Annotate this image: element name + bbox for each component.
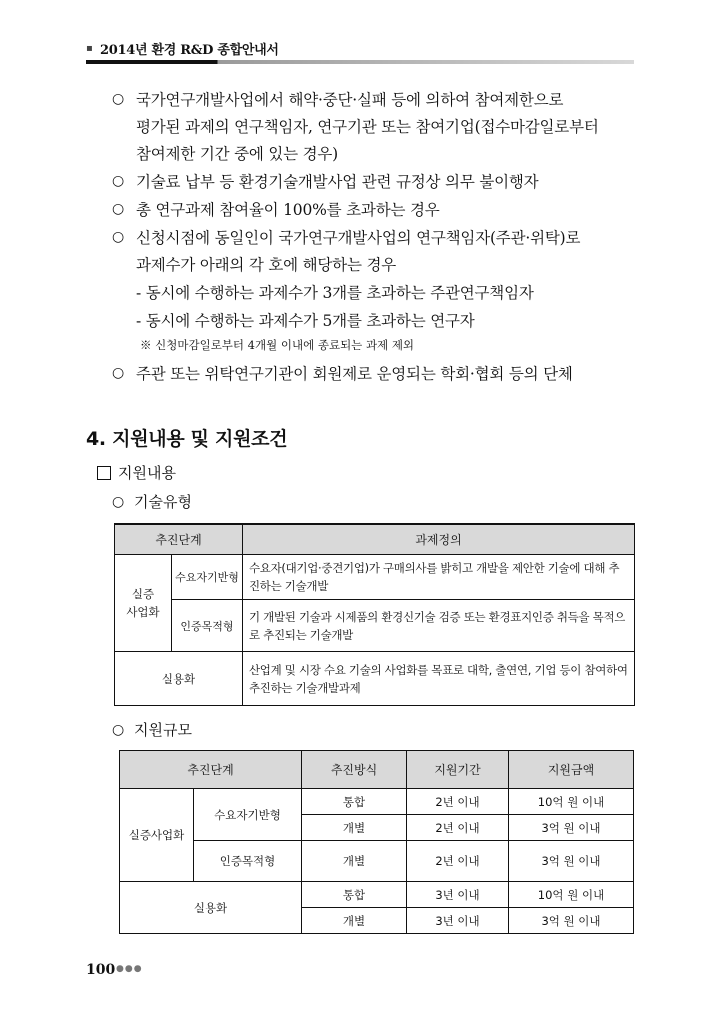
bullet-circle-icon: ○ <box>112 173 125 189</box>
table-amount-cell: 10억 원 이내 <box>509 789 634 815</box>
section-title: 4. 지원내용 및 지원조건 <box>86 428 288 450</box>
dash-item: - 동시에 수행하는 과제수가 5개를 초과하는 연구자 <box>136 312 475 330</box>
table-header: 과제정의 <box>243 524 635 555</box>
table-header: 추진단계 <box>120 751 302 789</box>
table-method-cell: 통합 <box>302 789 407 815</box>
table-stage-cell: 수요자기반형 <box>194 789 302 841</box>
table-definition-cell: 산업계 및 시장 수요 기술의 사업화를 목표로 대학, 출연연, 기업 등이 참여하여 추진하는 기술개발과제 <box>243 652 635 706</box>
bullet-circle-icon: ○ <box>112 229 125 245</box>
table-period-cell: 3년 이내 <box>407 882 509 908</box>
bullet-circle-icon: ○ <box>112 91 125 107</box>
table-header: 지원기간 <box>407 751 509 789</box>
table-stage-cell: 실용화 <box>115 652 243 706</box>
table-stage-cell: 인증목적형 <box>172 600 243 652</box>
table-amount-cell: 3억 원 이내 <box>509 908 634 934</box>
bullet-circle-icon: ○ <box>112 365 125 381</box>
table-stage-cell: 인증목적형 <box>194 841 302 882</box>
bullet-text: 참여제한 기간 중에 있는 경우) <box>136 145 339 163</box>
header-title: 2014년 환경 R&D 종합안내서 <box>100 43 279 58</box>
bullet-text: 평가된 과제의 연구책임자, 연구기관 또는 참여기업(접수마감일로부터 <box>136 118 599 136</box>
bullet-circle-icon: ○ <box>112 722 125 738</box>
tech-type-table <box>114 523 635 706</box>
page-dots-icon: ●●● <box>116 964 143 974</box>
bullet-circle-icon: ○ <box>112 201 125 217</box>
support-scale-table <box>119 750 634 934</box>
table-method-cell: 개별 <box>302 908 407 934</box>
table-method-cell: 개별 <box>302 815 407 841</box>
checkbox-square-icon <box>97 466 111 480</box>
page-header <box>86 36 634 68</box>
table-header: 추진방식 <box>302 751 407 789</box>
table-method-cell: 개별 <box>302 841 407 882</box>
table-group-cell: 실용화 <box>120 882 302 934</box>
page-number: 100 <box>86 962 116 978</box>
table-amount-cell: 3억 원 이내 <box>509 815 634 841</box>
table-method-cell: 통합 <box>302 882 407 908</box>
bullet-text: 국가연구개발사업에서 해약·중단·실패 등에 의하여 참여제한으로 <box>136 91 564 109</box>
note-text: ※ 신청마감일로부터 4개월 이내에 종료되는 과제 제외 <box>140 338 415 352</box>
table-group-cell: 실증 사업화 <box>115 555 172 652</box>
header-rule <box>86 60 634 64</box>
table-header: 추진단계 <box>115 524 243 555</box>
table-period-cell: 3년 이내 <box>407 908 509 934</box>
header-mark-icon: ▪ <box>86 43 93 54</box>
table-period-cell: 2년 이내 <box>407 815 509 841</box>
bullet-circle-icon: ○ <box>112 494 125 510</box>
support-content-label: 지원내용 <box>118 464 176 482</box>
table-header: 지원금액 <box>509 751 634 789</box>
table-definition-cell: 수요자(대기업·중견기업)가 구매의사를 밝히고 개발을 제안한 기술에 대해 추진하는 기술개발 <box>243 555 635 600</box>
bullet-text: 신청시점에 동일인이 국가연구개발사업의 연구책임자(주관·위탁)로 <box>136 229 581 247</box>
bullet-text: 주관 또는 위탁연구기관이 회원제로 운영되는 학회·협회 등의 단체 <box>136 365 573 383</box>
table-period-cell: 2년 이내 <box>407 789 509 815</box>
bullet-text: 과제수가 아래의 각 호에 해당하는 경우 <box>136 256 397 274</box>
table-amount-cell: 3억 원 이내 <box>509 841 634 882</box>
tech-type-label: 기술유형 <box>134 493 192 511</box>
table-group-cell: 실증사업화 <box>120 789 194 882</box>
table-amount-cell: 10억 원 이내 <box>509 882 634 908</box>
table-definition-cell: 기 개발된 기술과 시제품의 환경신기술 검증 또는 환경표지인증 취득을 목적으로 추진되는 기술개발 <box>243 600 635 652</box>
table-stage-cell: 수요자기반형 <box>172 555 243 600</box>
table-period-cell: 2년 이내 <box>407 841 509 882</box>
dash-item: - 동시에 수행하는 과제수가 3개를 초과하는 주관연구책임자 <box>136 284 534 302</box>
bullet-text: 총 연구과제 참여율이 100%를 초과하는 경우 <box>136 201 440 219</box>
bullet-text: 기술료 납부 등 환경기술개발사업 관련 규정상 의무 불이행자 <box>136 173 539 191</box>
support-scale-label: 지원규모 <box>134 721 192 739</box>
